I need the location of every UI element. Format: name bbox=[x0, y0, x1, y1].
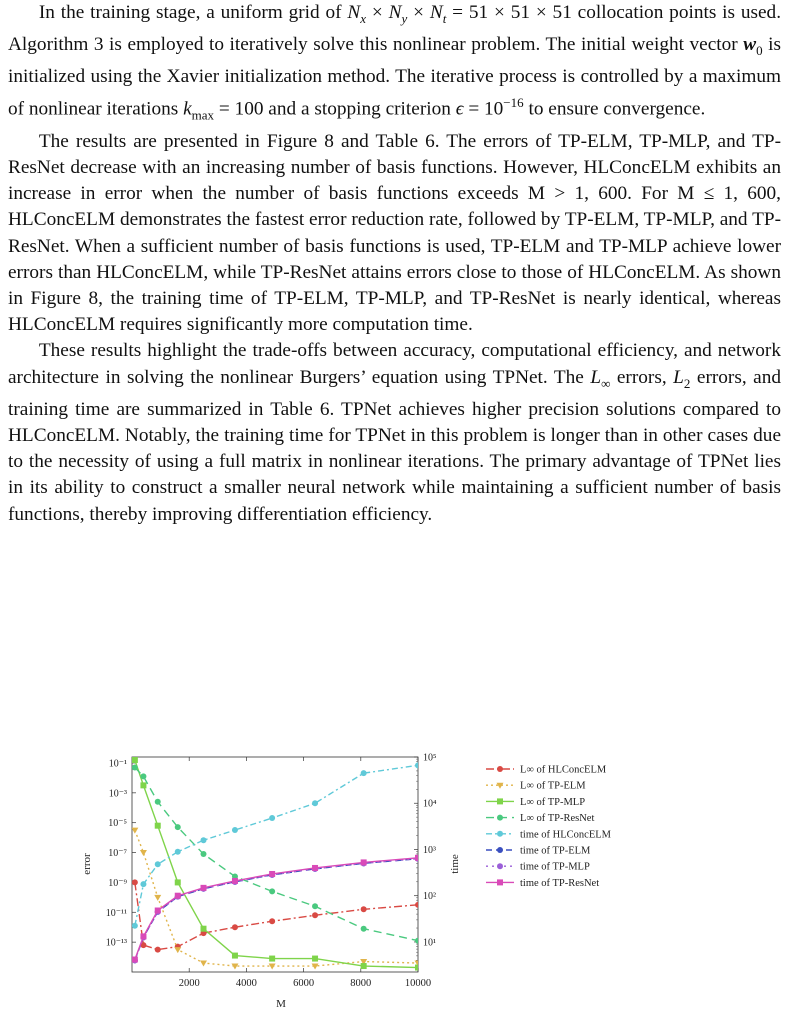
paragraph-tradeoffs: These results highlight the trade-offs between accuracy, computational efficiency, and network architecture in solving the nonlinear Burgers’ equation using TPNet. The $L_\infty$ errors, $L_2$ errors, and training time are summarized in Table 6. TPNet achieves higher precision solutions compared to HLConcELM. Notably, the training time for TPNet in this problem is longer than in other cases due to the necessity of using a full matrix in nonlinear iterations. The primary advantage of TPNet lies in its ability to construct a smaller neural network while maintaining a sufficient number of basis functions, thereby improving differentiation efficiency. bbox=[8, 340, 781, 525]
paragraph-results: The results are presented in Figure 8 and Table 6. The errors of TP-ELM, TP-MLP, and TP-ResNet decrease with an increasing number of basis functions. However, HLConcELM exhibits an increase in error when the number of basis functions exceeds M > 1, 600. For M ≤ 1, 600, HLConcELM demonstrates the fastest error reduction rate, followed by TP-ELM, TP-MLP, and TP-ResNet. When a sufficient number of basis functions is used, TP-ELM and TP-MLP achieve lower errors than HLConcELM, while TP-ResNet attains errors close to those of HLConcELM. As shown in Figure 8, the training time of TP-ELM, TP-MLP, and TP-ResNet is nearly identical, whereas HLConcELM requires significantly more computation time. bbox=[8, 130, 781, 336]
y2-tick-label: 10¹ bbox=[423, 937, 436, 949]
legend-label: time of TP-MLP bbox=[520, 861, 590, 873]
data-point bbox=[175, 879, 181, 885]
data-point bbox=[415, 902, 421, 908]
data-point bbox=[155, 909, 161, 915]
series-0 bbox=[132, 879, 421, 952]
data-point bbox=[269, 964, 276, 970]
data-point bbox=[312, 912, 318, 918]
legend-label: L∞ of TP-MLP bbox=[520, 796, 586, 808]
data-point bbox=[175, 894, 181, 900]
data-point bbox=[175, 894, 181, 900]
data-point bbox=[361, 859, 367, 865]
data-point bbox=[200, 961, 207, 967]
data-point bbox=[361, 926, 367, 932]
y2-tick-label: 10² bbox=[423, 891, 436, 903]
series-3 bbox=[132, 764, 421, 943]
data-point bbox=[140, 881, 146, 887]
data-point bbox=[312, 964, 319, 970]
data-point bbox=[201, 886, 207, 892]
legend-label: time of TP-ELM bbox=[520, 845, 591, 857]
data-point bbox=[132, 764, 138, 770]
data-point bbox=[132, 957, 138, 963]
x-tick-label: 10000 bbox=[404, 978, 432, 989]
data-point bbox=[201, 837, 207, 843]
y-tick-label: 10⁻⁹ bbox=[108, 877, 127, 889]
paper-text bbox=[8, 0, 781, 528]
plot-area bbox=[106, 753, 437, 990]
x-tick-label: 4000 bbox=[235, 978, 257, 989]
data-point bbox=[312, 865, 318, 871]
legend-label: L∞ of TP-ResNet bbox=[520, 813, 595, 825]
series-6 bbox=[132, 856, 421, 964]
data-point bbox=[415, 762, 421, 768]
data-point bbox=[132, 957, 138, 963]
data-point bbox=[155, 799, 161, 805]
data-point bbox=[232, 879, 238, 885]
chart-legend bbox=[486, 765, 612, 889]
data-point bbox=[361, 770, 367, 776]
y-tick-label: 10⁻¹ bbox=[108, 758, 127, 770]
data-point bbox=[201, 851, 207, 857]
data-point bbox=[312, 800, 318, 806]
data-point bbox=[140, 850, 147, 856]
series-line bbox=[135, 859, 418, 961]
plot-frame bbox=[132, 757, 418, 972]
x-tick-label: 6000 bbox=[293, 978, 315, 989]
data-point bbox=[175, 944, 181, 950]
data-point bbox=[154, 895, 161, 901]
y2-tick-label: 10⁵ bbox=[423, 752, 437, 764]
data-point bbox=[269, 872, 275, 878]
legend-label: L∞ of TP-ELM bbox=[520, 780, 586, 792]
data-point bbox=[361, 860, 367, 866]
data-point bbox=[415, 938, 421, 944]
data-point bbox=[155, 908, 161, 914]
data-point bbox=[201, 926, 207, 932]
series-5 bbox=[132, 856, 421, 964]
series-line bbox=[135, 767, 418, 940]
data-point bbox=[415, 856, 421, 862]
data-point bbox=[140, 773, 146, 779]
series-line bbox=[135, 830, 418, 966]
x-tick-label: 8000 bbox=[350, 978, 372, 989]
series-4 bbox=[132, 762, 421, 928]
data-point bbox=[312, 903, 318, 909]
series-line bbox=[135, 765, 418, 925]
series-line bbox=[135, 882, 418, 949]
data-point bbox=[497, 847, 503, 853]
data-point bbox=[140, 942, 146, 948]
y-tick-label: 10⁻⁷ bbox=[108, 848, 127, 860]
data-point bbox=[415, 961, 422, 967]
data-point bbox=[231, 964, 238, 970]
data-point bbox=[232, 873, 238, 879]
series-2 bbox=[132, 757, 421, 971]
y-tick-label: 10⁻⁵ bbox=[108, 818, 127, 830]
data-point bbox=[132, 957, 138, 963]
legend-label: L∞ of HLConcELM bbox=[520, 764, 607, 776]
data-point bbox=[201, 885, 207, 891]
data-point bbox=[140, 934, 146, 940]
y2-tick-label: 10⁴ bbox=[423, 798, 437, 810]
data-point bbox=[361, 963, 367, 969]
data-point bbox=[175, 893, 181, 899]
data-point bbox=[312, 866, 318, 872]
data-point bbox=[201, 886, 207, 892]
data-point bbox=[132, 757, 138, 763]
data-point bbox=[269, 888, 275, 894]
data-point bbox=[497, 783, 504, 789]
data-point bbox=[269, 956, 275, 962]
data-point bbox=[497, 798, 503, 804]
data-point bbox=[140, 934, 146, 940]
data-point bbox=[140, 933, 146, 939]
data-point bbox=[361, 860, 367, 866]
legend-label: time of HLConcELM bbox=[520, 829, 611, 841]
data-point bbox=[360, 959, 367, 965]
data-point bbox=[269, 872, 275, 878]
y2-axis-label: time bbox=[449, 854, 461, 874]
data-point bbox=[131, 828, 138, 834]
data-point bbox=[155, 909, 161, 915]
data-point bbox=[415, 855, 421, 861]
data-point bbox=[175, 824, 181, 830]
data-point bbox=[269, 815, 275, 821]
data-point bbox=[174, 947, 181, 953]
data-point bbox=[497, 863, 503, 869]
data-point bbox=[497, 831, 503, 837]
data-point bbox=[132, 923, 138, 929]
data-point bbox=[361, 906, 367, 912]
series-line bbox=[135, 859, 418, 961]
data-point bbox=[497, 879, 503, 885]
series-7 bbox=[132, 855, 421, 963]
data-point bbox=[201, 930, 207, 936]
data-point bbox=[415, 856, 421, 862]
data-point bbox=[232, 953, 238, 959]
data-point bbox=[497, 766, 503, 772]
data-point bbox=[175, 849, 181, 855]
series-line bbox=[135, 760, 418, 968]
data-point bbox=[140, 782, 146, 788]
series-1 bbox=[131, 828, 421, 970]
data-point bbox=[312, 866, 318, 872]
y2-tick-label: 10³ bbox=[423, 844, 436, 856]
y-tick-label: 10⁻¹¹ bbox=[105, 907, 127, 919]
data-point bbox=[132, 879, 138, 885]
data-point bbox=[232, 879, 238, 885]
data-point bbox=[232, 878, 238, 884]
y-tick-label: 10⁻³ bbox=[108, 788, 127, 800]
data-point bbox=[232, 924, 238, 930]
data-point bbox=[415, 965, 421, 971]
data-point bbox=[155, 861, 161, 867]
y-axis-label: error bbox=[81, 853, 93, 875]
legend-label: time of TP-ResNet bbox=[520, 877, 600, 889]
series-line bbox=[135, 858, 418, 960]
data-point bbox=[269, 918, 275, 924]
data-point bbox=[269, 871, 275, 877]
paragraph-training-setup: In the training stage, a uniform grid of $N_x \times N_y \times N_t = 51 \times 51 \times 51$ collocation points is used. Algorithm 3 is employed to iteratively solve this nonlinear problem. The initial weight vector $w_0$ is initialized using the Xavier initialization method. The iterative process is controlled by a maximum of nonlinear iterations $k_{max} = 100$ and a stopping criterion $\epsilon = 10^{-16}$ to ensure convergence. bbox=[8, 2, 782, 123]
x-axis-label: M bbox=[276, 998, 286, 1010]
data-point bbox=[312, 956, 318, 962]
data-point bbox=[232, 827, 238, 833]
x-tick-label: 2000 bbox=[178, 978, 200, 989]
data-point bbox=[155, 823, 161, 829]
data-point bbox=[497, 815, 503, 821]
data-point bbox=[155, 947, 161, 953]
y-tick-label: 10⁻¹³ bbox=[105, 937, 127, 949]
